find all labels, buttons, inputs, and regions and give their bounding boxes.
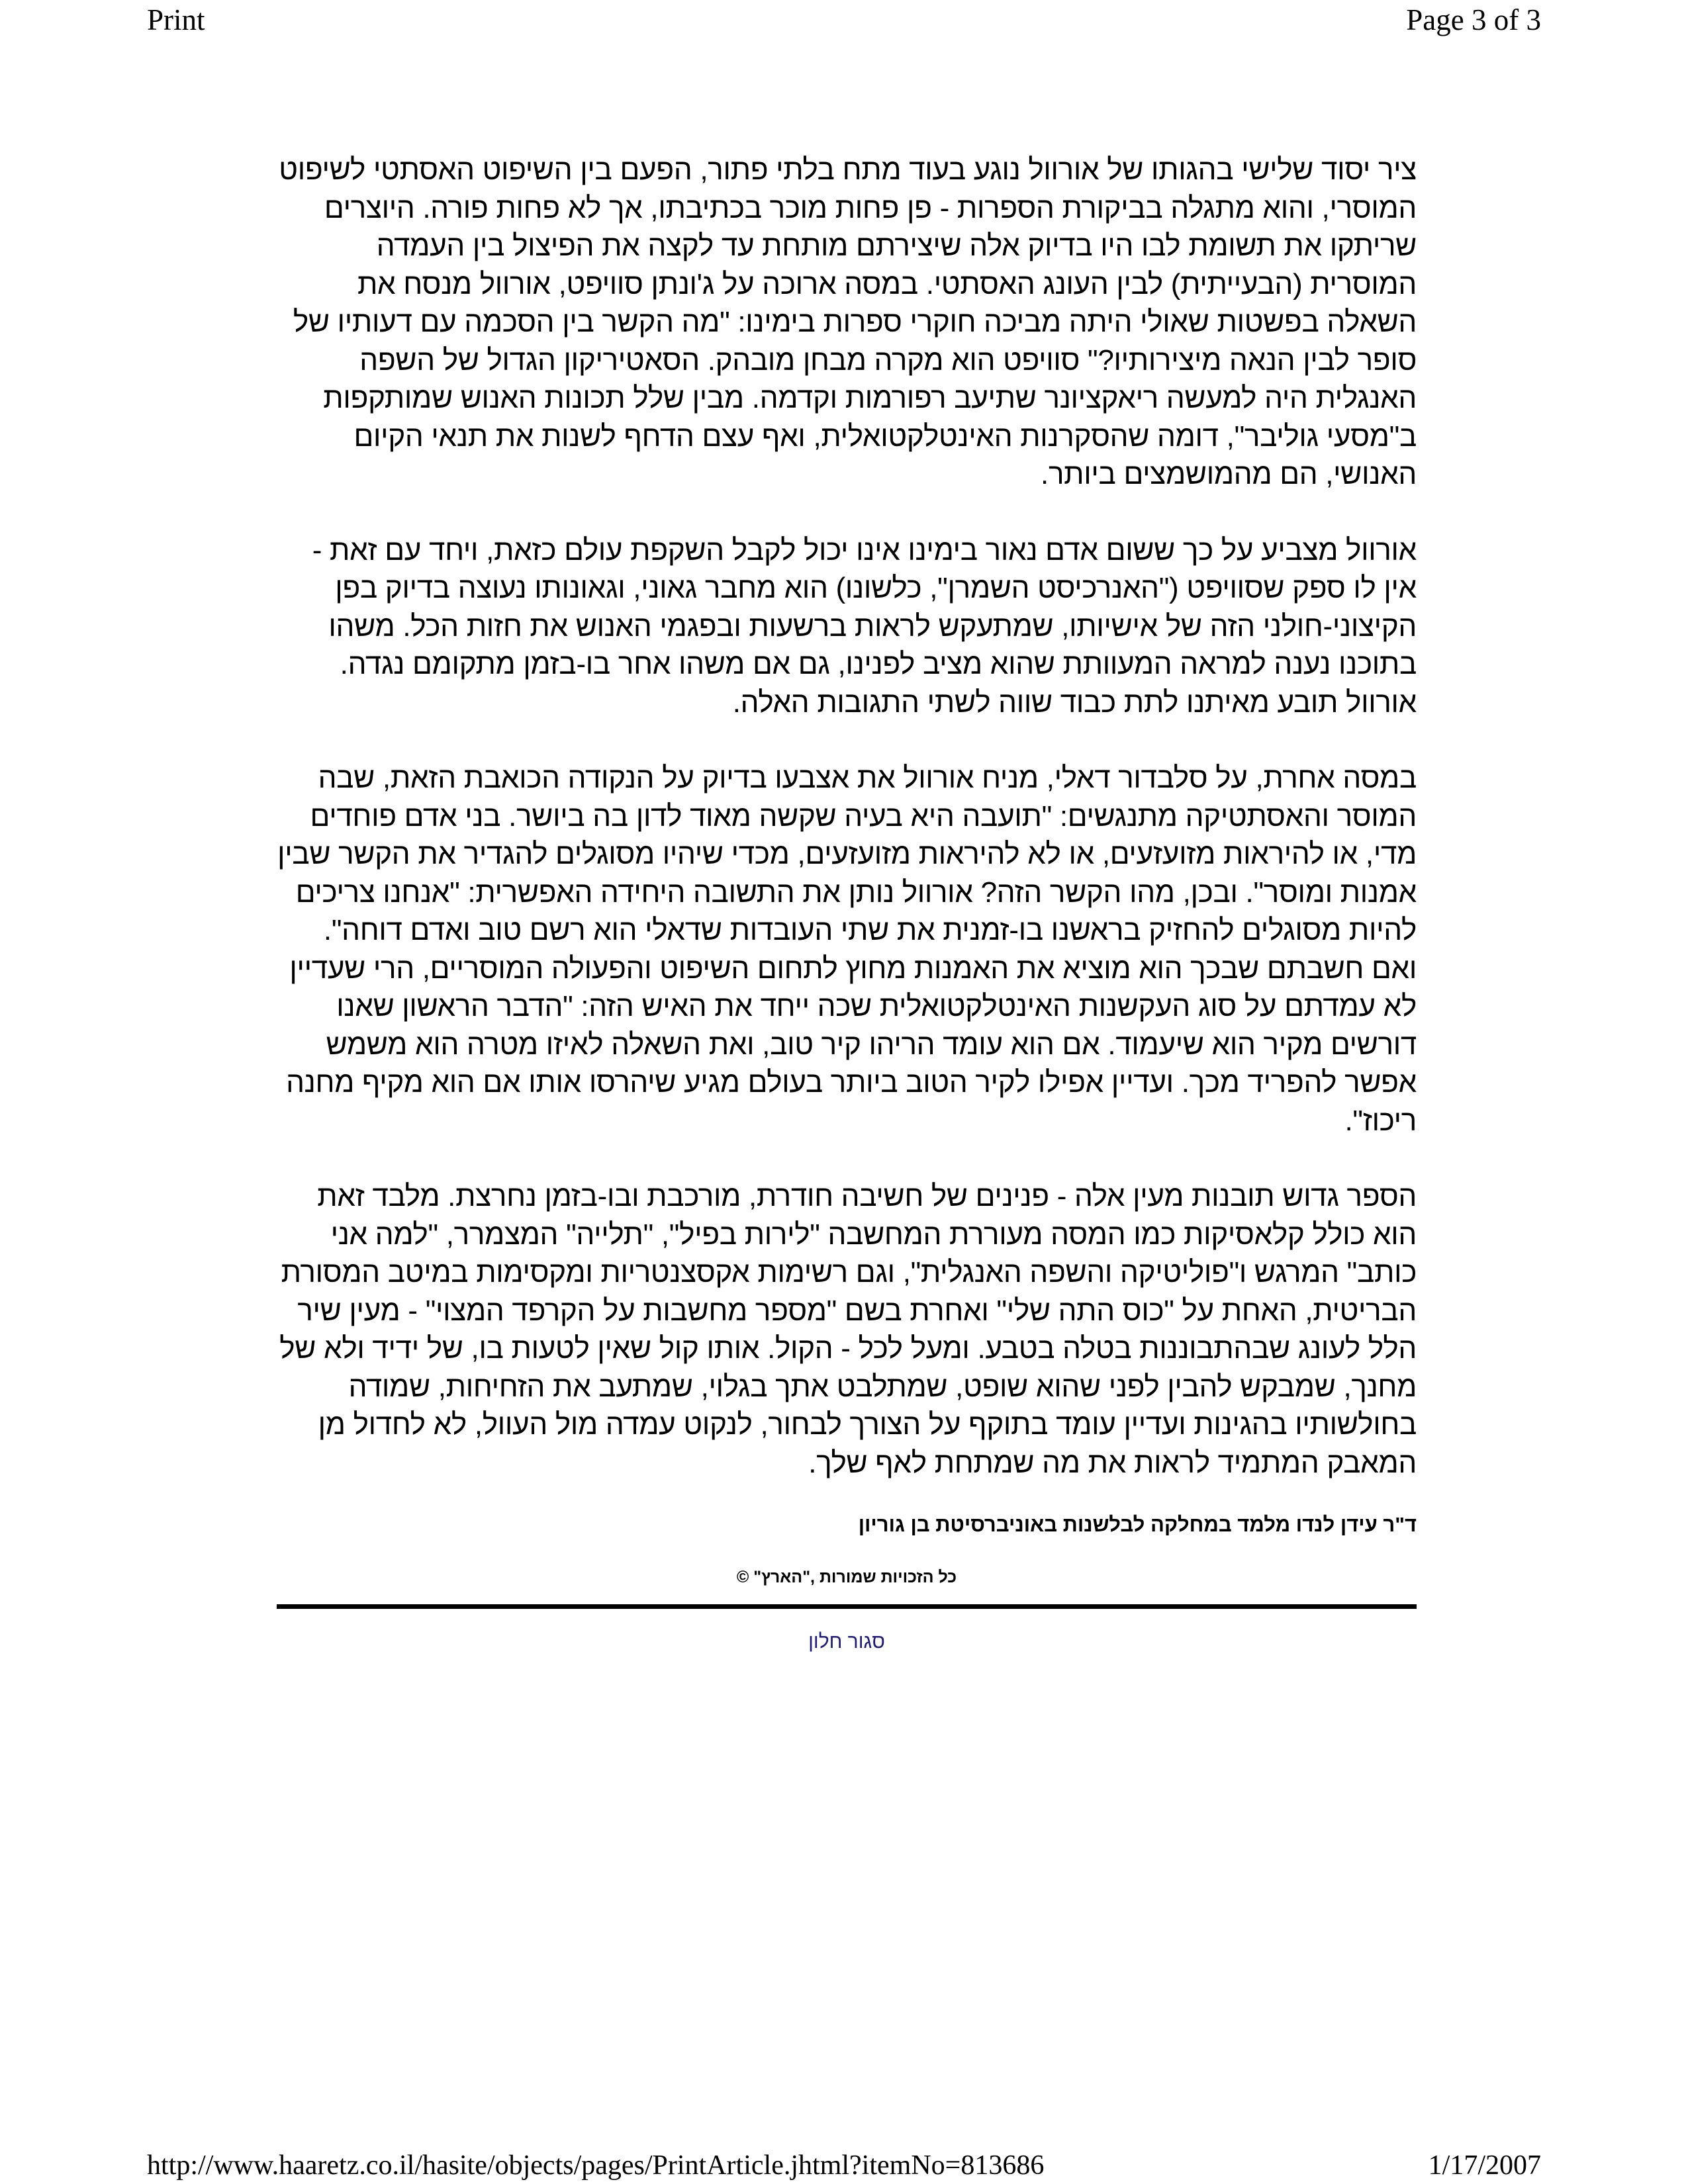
article-paragraph: הספר גדוש תובנות מעין אלה - פנינים של חשיבה חודרת, מורכבת ובו-בזמן נחרצת. מלבד זאת הוא כולל קלאסיקות כמו המסה מעוררת המחשבה "לירות בפיל", "תלייה" המצמרר, "למה אני כותב" המרגש ו"פוליטיקה והשפה האנגלית", וגם רשימות אקסצנטריות ומקסימות במיטב המסורת הבריטית, האחת על "כוס התה שלי" ואחרת בשם "מספר מחשבות על הקרפד המצוי" - מעין שיר הלל לעונג שבהתבוננות בטלה בטבע. ומעל לכל - הקול. אותו קול שאין לטעות בו, של ידיד ולא של מחנך, שמבקש להבין לפני שהוא שופט, שמתלבט אתך בגלוי, שמתעב את הזחיחות, שמודה בחולשותיו בהגינות ועדיין עומד בתוקף על הצורך לבחור, לנקוט עמדה מול העוול, לא לחדול מן המאבק המתמיד לראות את מה שמתחת לאף שלך. bbox=[279, 1180, 1417, 1479]
article-paragraph: ציר יסוד שלישי בהגותו של אורוול נוגע בעוד מתח בלתי פתור, הפעם בין השיפוט האסתטי לשיפוט המוסרי, והוא מתגלה בביקורת הספרות - פן פחות מוכר בכתיבתו, אך לא פחות פורה. היוצרים שריתקו את תשומת לבו היו בדיוק אלה שיצירתם מותחת עד לקצה את הפיצול בין העמדה המוסרית (הבעייתית) לבין העונג האסתטי. במסה ארוכה על ג'ונתן סוויפט, אורוול מנסח את השאלה בפשטות שאולי היתה מביכה חוקרי ספרות בימינו: "מה הקשר בין הסכמה עם דעותיו של סופר לבין הנאה מיצירותיו?" סוויפט הוא מקרה מבחן מובהק. הסאטיריקון הגדול של השפה האנגלית היה למעשה ריאקציונר שתיעב רפורמות וקדמה. מבין שלל תכונות האנוש שמותקפות ב"מסעי גוליבר", דומה שהסקרנות האינטלקטואלית, ואף עצם הדחף לשנות את תנאי הקיום האנושי, הם מהמושמצים ביותר. bbox=[279, 154, 1417, 490]
print-footer-url: http://www.haaretz.co.il/hasite/objects/pages/PrintArticle.jhtml?itemNo=813686 bbox=[147, 2150, 1045, 2181]
close-window-link[interactable]: סגור חלון bbox=[808, 1631, 885, 1653]
copyright-notice: כל הזכויות שמורות ,"הארץ" © bbox=[736, 1568, 957, 1586]
print-header-title: Print bbox=[147, 3, 205, 36]
article-body bbox=[277, 151, 1417, 1655]
article-paragraph: אורוול מצביע על כך ששום אדם נאור בימינו אינו יכול לקבל השקפת עולם כזאת, ויחד עם זאת - אין לו ספק שסוויפט ("האנרכיסט השמרן", כלשונו) הוא מחבר גאוני, וגאונותו נעוצה בדיוק בפן הקיצוני-חולני הזה של אישיותו, שמתעקש לראות ברשעות ובפגמי האנוש את חזות הכל. משהו בתוכנו נענה למראה המעוותת שהוא מציב לפנינו, גם אם משהו אחר בו-בזמן מתקומם נגדה. אורוול תובע מאיתנו לתת כבוד שווה לשתי התגובות האלה. bbox=[312, 533, 1417, 719]
author-note: ד"ר עידן לנדו מלמד במחלקה לבלשנות באוניברסיטת בן גוריון bbox=[858, 1513, 1417, 1536]
article-paragraph: במסה אחרת, על סלבדור דאלי, מניח אורוול את אצבעו בדיוק על הנקודה הכואבת הזאת, שבה המוסר והאסתטיקה מתנגשים: "תועבה היא בעיה שקשה מאוד לדון בה ביושר. בני אדם פוחדים מדי, או להיראות מזועזעים, או לא להיראות מזועזעים, מכדי שיהיו מסוגלים להגדיר את הקשר שבין אמנות ומוסר". ובכן, מהו הקשר הזה? אורוול נותן את התשובה היחידה האפשרית: "אנחנו צריכים להיות מסוגלים להחזיק בראשנו בו-זמנית את שתי העובדות שדאלי הוא רשם טוב ואדם דוחה". ואם חשבתם שבכך הוא מוציא את האמנות מחוץ לתחום השיפוט והפעולה המוסריים, הרי שעדיין לא עמדתם על סוג העקשנות האינטלקטואלית שכה ייחד את האיש הזה: "הדבר הראשון שאנו דורשים מקיר הוא שיעמוד. אם הוא עומד הריהו קיר טוב, ואת השאלה לאיזו מטרה הוא משמש אפשר להפריד מכך. ועדיין אפילו לקיר הטוב ביותר בעולם מגיע שיהרסו אותו אם הוא מקיף מחנה ריכוז". bbox=[277, 762, 1417, 1137]
print-page-number: Page 3 of 3 bbox=[1406, 3, 1541, 36]
print-footer-date: 1/17/2007 bbox=[1428, 2150, 1541, 2181]
divider-line bbox=[277, 1604, 1417, 1609]
